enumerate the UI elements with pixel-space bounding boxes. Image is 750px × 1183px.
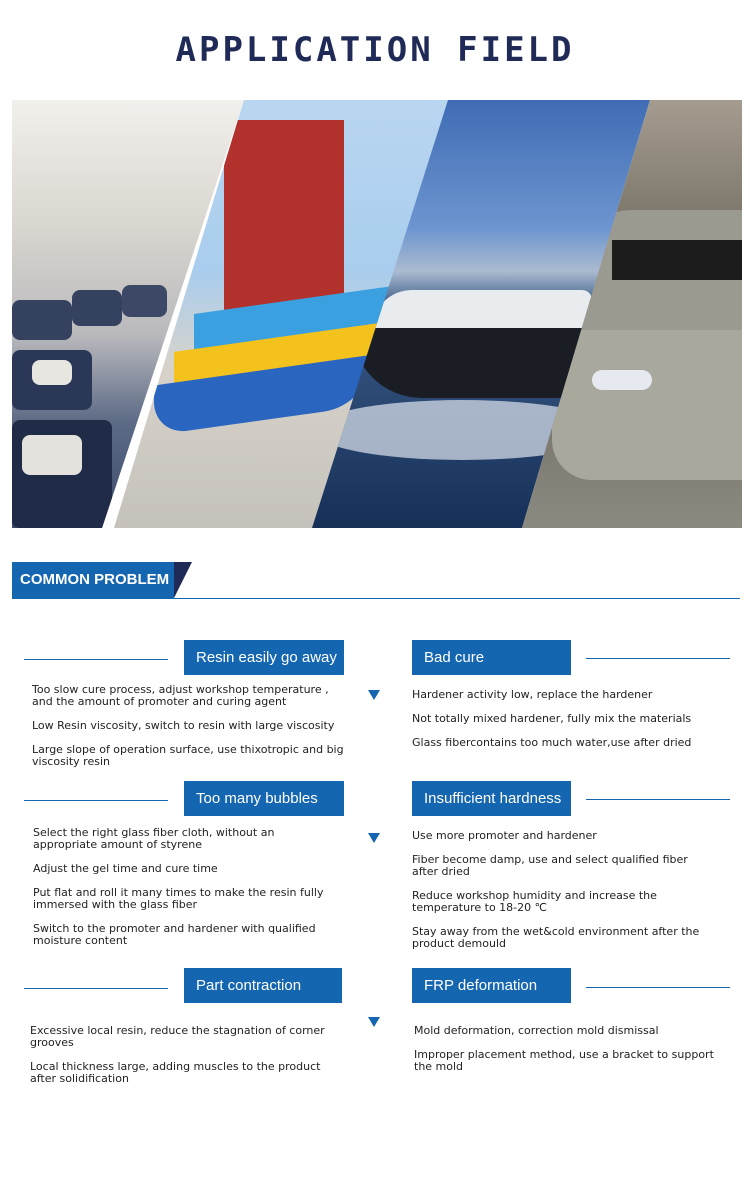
list-item: Mold deformation, correction mold dismissal xyxy=(414,1024,659,1037)
common-problem-tag: COMMON PROBLEM xyxy=(12,562,174,598)
list-item: Adjust the gel time and cure time xyxy=(33,862,218,875)
list-item: Local thickness large, adding muscles to the product after solidification xyxy=(30,1060,321,1085)
list-item: Glass fibercontains too much water,use after dried xyxy=(412,736,692,749)
header-part-contraction: Part contraction xyxy=(184,968,342,1003)
list-item: Hardener activity low, replace the hardener xyxy=(412,688,653,701)
header-rule xyxy=(24,988,168,989)
page-title: APPLICATION FIELD xyxy=(175,30,575,70)
header-resin-easily-go-away: Resin easily go away xyxy=(184,640,344,675)
list-item: Excessive local resin, reduce the stagnation of corner grooves xyxy=(30,1024,325,1049)
list-item: Put flat and roll it many times to make the resin fully immersed with the glass fiber xyxy=(33,886,324,911)
list-item: Reduce workshop humidity and increase the temperature to 18-20 ℃ xyxy=(412,889,657,914)
list-item: Low Resin viscosity, switch to resin with large viscosity xyxy=(32,719,335,732)
arrow-down-icon xyxy=(368,833,380,843)
header-rule xyxy=(586,799,730,800)
header-frp-deformation: FRP deformation xyxy=(412,968,571,1003)
list-item: Too slow cure process, adjust workshop temperature , and the amount of promoter and curing agent xyxy=(32,683,329,708)
header-rule xyxy=(586,987,730,988)
application-photo-collage xyxy=(12,100,742,528)
list-item: Stay away from the wet&cold environment after the product demould xyxy=(412,925,700,950)
section-divider xyxy=(12,598,740,599)
list-item: Use more promoter and hardener xyxy=(412,829,597,842)
arrow-down-icon xyxy=(368,690,380,700)
list-item: Improper placement method, use a bracket to support the mold xyxy=(414,1048,714,1073)
header-rule xyxy=(24,659,168,660)
header-rule xyxy=(586,658,730,659)
list-item: Switch to the promoter and hardener with qualified moisture content xyxy=(33,922,316,947)
header-rule xyxy=(24,800,168,801)
list-item: Not totally mixed hardener, fully mix the materials xyxy=(412,712,692,725)
header-too-many-bubbles: Too many bubbles xyxy=(184,781,344,816)
list-item: Large slope of operation surface, use thixotropic and big viscosity resin xyxy=(32,743,344,768)
list-item: Select the right glass fiber cloth, without an appropriate amount of styrene xyxy=(33,826,275,851)
header-insufficient-hardness: Insufficient hardness xyxy=(412,781,571,816)
list-item: Fiber become damp, use and select qualified fiber after dried xyxy=(412,853,688,878)
header-bad-cure: Bad cure xyxy=(412,640,571,675)
arrow-down-icon xyxy=(368,1017,380,1027)
